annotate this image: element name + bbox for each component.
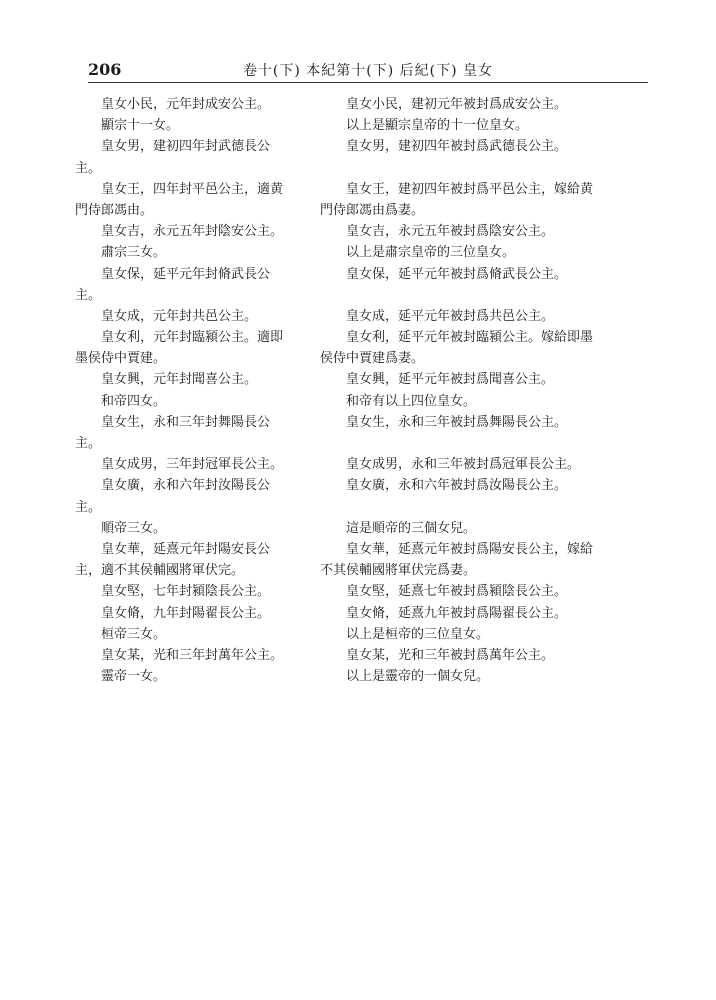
text-line: 主，適不其侯輔國將軍伏完。	[75, 563, 245, 579]
translation-line: 以上是靈帝的一個女兒。	[346, 669, 490, 685]
text-line: 順帝三女。	[101, 520, 167, 536]
translation-line: 不其侯輔國將軍伏完爲妻。	[320, 563, 477, 579]
text-line: 皇女興，元年封聞喜公主。	[101, 372, 258, 388]
translation-line	[320, 497, 610, 518]
text-line: 主。	[75, 160, 102, 176]
text-line: 皇女華，延熹元年封陽安長公	[101, 541, 271, 557]
text-line: 皇女王，四年封平邑公主，適黄	[101, 181, 284, 197]
text-line: 皇女吉，永元五年封陰安公主。	[101, 224, 284, 240]
translation-line	[320, 433, 610, 454]
text-line: 顯宗十一女。	[101, 118, 180, 134]
translation-line: 皇女吉，永元五年被封爲陰安公主。	[346, 224, 555, 240]
page-number: 206	[88, 60, 122, 79]
text-line: 皇女保，延平元年封脩武長公	[101, 266, 271, 282]
translation-line: 皇女成，延平元年被封爲共邑公主。	[346, 308, 555, 324]
running-title: 卷十(下) 本紀第十(下) 后紀(下) 皇女	[242, 63, 494, 79]
translation-line	[320, 285, 610, 306]
translation-line: 皇女華，延熹元年被封爲陽安長公主，嫁給	[346, 541, 594, 557]
translation-line: 皇女保，延平元年被封爲脩武長公主。	[346, 266, 568, 282]
text-line: 皇女成男，三年封冠軍長公主。	[101, 457, 284, 473]
page-header	[88, 58, 648, 83]
text-line: 皇女男，建初四年封武德長公	[101, 139, 271, 155]
text-line: 肅宗三女。	[101, 245, 167, 261]
text-line: 主。	[75, 287, 102, 303]
translation-line: 皇女成男，永和三年被封爲冠軍長公主。	[346, 457, 581, 473]
text-line: 靈帝一女。	[101, 669, 167, 685]
text-line: 和帝四女。	[101, 393, 167, 409]
translation-line: 以上是肅宗皇帝的三位皇女。	[346, 245, 516, 261]
translation-line: 以上是顯宗皇帝的十一位皇女。	[346, 118, 529, 134]
text-line: 主。	[75, 499, 102, 515]
translation-line: 皇女生，永和三年被封爲舞陽長公主。	[346, 414, 568, 430]
translation-line: 門侍郎馮由爲妻。	[320, 202, 425, 218]
text-line: 皇女利，元年封臨潁公主。適即	[101, 330, 284, 346]
translation-line: 皇女廣，永和六年被封爲汝陽長公主。	[346, 478, 568, 494]
translation-line: 以上是桓帝的三位皇女。	[346, 626, 490, 642]
translation-line: 皇女堅，延熹七年被封爲潁陰長公主。	[346, 584, 568, 600]
text-line: 皇女脩，九年封陽翟長公主。	[101, 605, 271, 621]
text-line: 皇女成，元年封共邑公主。	[101, 308, 258, 324]
text-line: 墨侯侍中賈建。	[75, 351, 167, 367]
translation-line: 皇女興，延平元年被封爲聞喜公主。	[346, 372, 555, 388]
text-line: 主。	[75, 436, 102, 451]
text-line: 皇女廣，永和六年封汝陽長公	[101, 478, 271, 494]
translation-line: 皇女王，建初四年被封爲平邑公主，嫁給黄	[346, 181, 594, 197]
translation-line: 這是順帝的三個女兒。	[346, 520, 477, 536]
translation-line: 和帝有以上四位皇女。	[346, 393, 477, 409]
translation-line: 侯侍中賈建爲妻。	[320, 351, 425, 367]
translation-line: 皇女某，光和三年被封爲萬年公主。	[346, 647, 555, 663]
text-line: 桓帝三女。	[101, 626, 167, 642]
translation-line: 皇女男，建初四年被封爲武德長公主。	[346, 139, 568, 155]
translation-line	[320, 158, 610, 179]
text-line: 皇女生，永和三年封舞陽長公	[101, 414, 271, 430]
translation-line: 皇女利，延平元年被封臨潁公主。嫁給即墨	[346, 330, 594, 346]
text-line: 皇女小民，元年封成安公主。	[101, 97, 271, 112]
text-line: 門侍郎馮由。	[75, 202, 154, 218]
translation-line: 皇女脩，延熹九年被封爲陽翟長公主。	[346, 605, 568, 621]
original-text-column	[75, 94, 315, 687]
text-line: 皇女堅，七年封潁陰長公主。	[101, 584, 271, 600]
translation-column	[320, 94, 610, 687]
translation-line: 皇女小民，建初元年被封爲成安公主。	[346, 97, 568, 112]
text-line: 皇女某，光和三年封萬年公主。	[101, 647, 284, 663]
